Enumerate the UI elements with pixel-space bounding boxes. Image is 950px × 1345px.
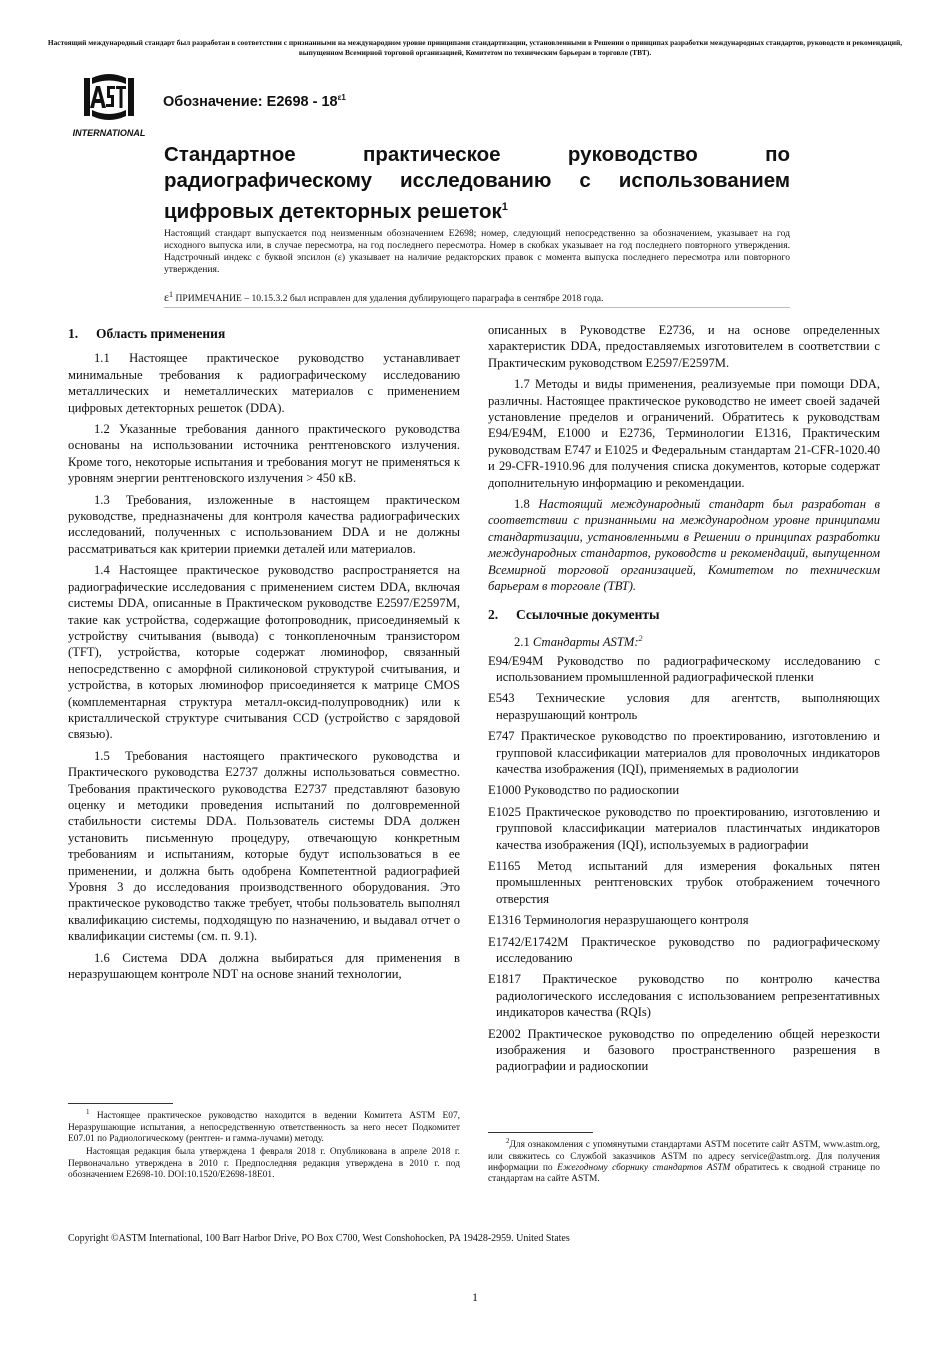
- reference-item: E1025 Практическое руководство по проектированию, изготовлению и групповой классификации материалов пластинчатых индикаторов качества изображения (IQI), используемых в радиографии: [488, 804, 880, 852]
- paragraph-1-2: 1.2 Указанные требования данного практического руководства основаны на использовании источника рентгеновского излучения. Кроме того, некоторые испытания и требования могут не применяться к уровням энергии рентгеновского излучения > 450 кВ.: [68, 422, 460, 486]
- paragraph-2-1: 2.1 Стандарты ASTM:$^2$: [514, 633, 643, 650]
- paragraph-1-7: 1.7 Методы и виды применения, реализуемые при помощи DDA, различны. Настоящее практическое руководство не имеет своей задачей установление пределов и ограничений. Обратитесь к руководствам E94/E94M, E1000 и E2736, Терминологии E1316, Практическим руководствам E747 и E1025 и Федеральным стандартам 21-CFR-1020.40 и 29-CFR-1910.96 для получения списка документов, которые содержат дополнительную информацию и рекомендации.: [488, 377, 880, 490]
- international-standard-note: Настоящий международный стандарт был разработан в соответствии с признанными на международном уровне принципами стандартизации, установленными в Решении о принципах разработки международных стандартов, руководств и рекомендаций, выпущенном Всемирной торговой организацией, Комитетом по техническим барьерам в торговле (ТВТ).: [47, 38, 903, 57]
- reference-item: E2002 Практическое руководство по определению общей нерезкости изображения и базового пространственного разрешения в радиографии и радиоскопии: [488, 1026, 880, 1074]
- reference-item: E1000 Руководство по радиоскопии: [488, 783, 680, 798]
- paragraph-1-4: 1.4 Настоящее практическое руководство распространяется на радиографические исследования с применением систем DDA, включая системы DDA, описанные в Практическом руководстве E2597/E2597M, такие как устройства, содержащие фотопроводник, присоединяемый к устройству считывания (вывода) с тонкопленочным транзистором (TFT), устройства, которые содержат люминофор, связанный непосредственно с аморфной силиконовой структурой считывания, и устройства, в которых люминофор присоединяется к матрице CMOS (комплементарная структура металл-оксид-полупроводник) или к кристаллической структуре считывания CCD (устройство с зарядовой связью).: [68, 563, 460, 742]
- standard-designation: Обозначение: $E2698 - 18^{\varepsilon 1}$: [163, 93, 346, 110]
- reference-item: E1316 Терминология неразрушающего контроля: [488, 913, 749, 928]
- paragraph-1-6-continued: описанных в Руководстве E2736, и на основе определенных характеристик DDA, предоставляемых изготовителем в соответствии с Практическим руководством E2597/E2597M.: [488, 323, 880, 370]
- paragraph-1-5: 1.5 Требования настоящего практического руководства и Практического руководства E2737 должны использоваться совместно. Требования практического руководства E2737 представляют базовую оценку и методики проведения испытаний по долговременной стабильности системы DDA. Пользователь системы DDA должен установить письменную процедуру, отвечающую конкретным требованиям и испытаниям, которые будут использоваться в ее применении, и должна быть одобрена Компетентной радиографией Уровня 3 до исследования производственного оборудования. Это практическое руководство также требует, чтобы пользователь выполнял квалификацию системы, подходящую по назначению, и выдавал отчет о квалификации системы (см. п. 9.1).: [68, 748, 460, 944]
- reference-item: E1817 Практическое руководство по контролю качества радиологического исследования с использованием репрезентативных индикаторов качества (RQIs): [488, 972, 880, 1020]
- copyright-notice: Copyright ©ASTM International, 100 Barr Harbor Drive, PO Box C700, West Conshohocken, PA 19428-2959. United States: [68, 1233, 570, 1244]
- reference-item: E1742/E1742M Практическое руководство по радиографическому исследованию: [488, 934, 880, 965]
- left-column: [68, 322, 460, 987]
- reference-item: E543 Технические условия для агентств, выполняющих неразрушающий контроль: [488, 691, 880, 722]
- document-title: Стандартное практическое руководство по радиографическому исследованию с использованием цифровых детекторных решеток$^1$: [164, 143, 790, 223]
- issuance-note: Настоящий стандарт выпускается под неизменным обозначением E2698; номер, следующий непосредственно за обозначением, указывает на год исходного выпуска или, в случае пересмотра, на год последнего пересмотра. Номер в скобках указывает на год последнего повторного утверждения. Надстрочный индекс с буквой эпсилон (ε) указывает на наличие редакторских правок с момента выпуска последнего пересмотра или повторного утверждения.: [164, 228, 790, 275]
- reference-item: E94/E94M Руководство по радиографическому исследованию с использованием промышленной радиографической пленки: [488, 653, 880, 684]
- paragraph-1-1: 1.1 Настоящее практическое руководство устанавливает минимальные требования к радиографическому исследованию металлических и неметаллических материалов с применением цифровых детекторных решеток (DDA).: [68, 351, 460, 415]
- paragraph-1-3: 1.3 Требования, изложенные в настоящем практическом руководстве, предназначены для контроля качества радиографических исследований, полученных с использованием DDA и не должны рассматриваться как критерии приемки деталей или материалов.: [68, 492, 460, 556]
- footnote-2: $^2$Для ознакомления с упомянутыми стандартами ASTM посетите сайт ASTM, www.astm.org, или свяжитесь со Службой заказчиков ASTM по адресу service@astm.org. Для получения информации по Ежегодному сборнику стандартов ASTM обратитесь к сводной странице по стандартам на сайте ASTM.: [488, 1132, 880, 1188]
- astm-logo: [66, 72, 152, 140]
- reference-item: E747 Практическое руководство по проектированию, изготовлению и групповой классификации материалов для проволочных индикаторов качества изображения (IQI), применяемых в радиологии: [488, 729, 880, 776]
- page-number: 1: [472, 1290, 478, 1304]
- section-2-heading: 2. Ссылочные документы: [488, 606, 660, 622]
- paragraph-1-8: 1.8 Настоящий международный стандарт был разработан в соответствии с признанными на международном уровне принципами стандартизации, установленными в Решении о принципах разработки международных стандартов, руководств и рекомендаций, выпущенном Всемирной торговой организацией, Комитетом по техническим барьерам в торговле (ТВТ).: [488, 497, 880, 594]
- header-divider: [164, 307, 790, 308]
- paragraph-1-6: 1.6 Система DDA должна выбираться для применения в неразрушающем контроле NDT на основе знаний технологии,: [68, 950, 460, 982]
- section-1-heading: 1. Область применения: [68, 326, 226, 341]
- svg-text:INTERNATIONAL: INTERNATIONAL: [72, 128, 146, 138]
- footnote-divider: [68, 1103, 173, 1104]
- footnote-divider: [488, 1132, 593, 1133]
- footnote-1: $^1$ Настоящее практическое руководство находится в ведении Комитета ASTM E07, Неразрушающие испытания, а непосредственную ответственность за него несет Подкомитет E07.01 по Радиологическому (рентген- и гамма-лучами) методу. Настоящая редакция была утверждена 1 февраля 2018 г. Опубликована в апреле 2018 г. Первоначально утверждена в 2010 г. Предпоследняя редакция утверждена в 2010 г. под обозначением E2698-10. DOI:10.1520/E2698-18E01.: [68, 1103, 460, 1184]
- right-column: [488, 322, 880, 1080]
- editorial-note: $\varepsilon^1$ ПРИМЕЧАНИЕ – 10.15.3.2 был исправлен для удаления дублирующего параграфа в сентябре 2018 года.: [164, 290, 604, 305]
- reference-item: E1165 Метод испытаний для измерения фокальных пятен промышленных рентгеновских трубок отображением точечного отверстия: [488, 858, 880, 906]
